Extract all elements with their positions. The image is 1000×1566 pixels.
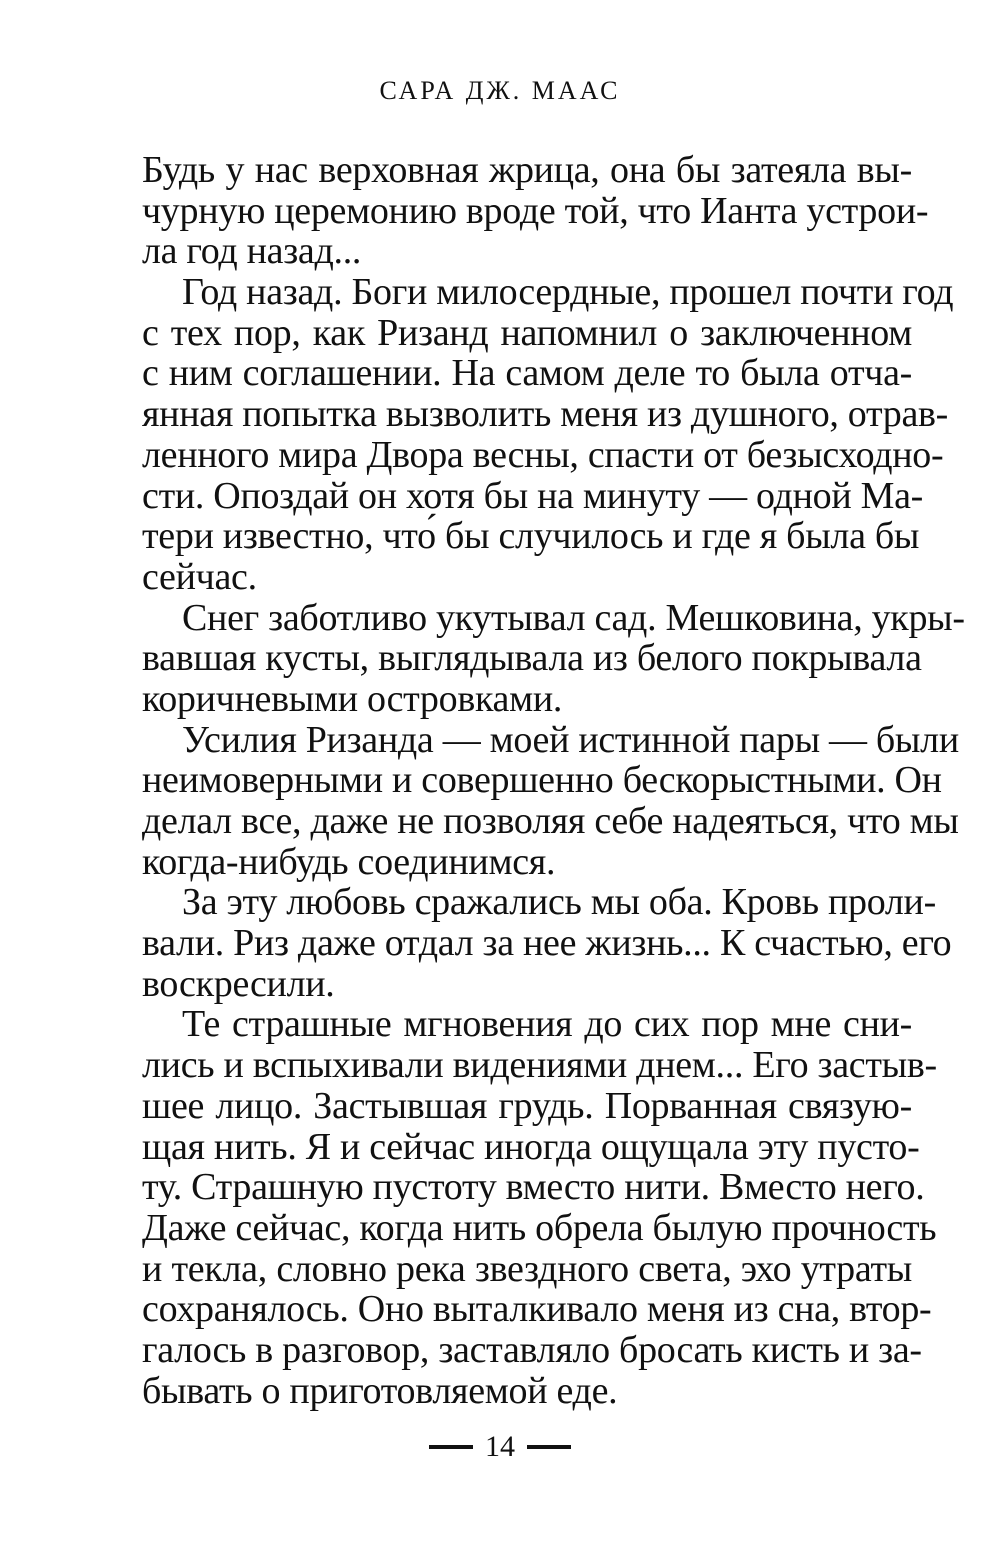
text-line: с тех пор, как Ризанд напомнил о заключенном <box>142 311 912 354</box>
text-line: галось в разговор, заставляло бросать кисть и за- <box>142 1328 922 1371</box>
text-line: Год назад. Боги милосердные, прошел почти год <box>182 271 954 314</box>
body-text <box>142 149 965 1412</box>
text-line: воскресили. <box>142 962 335 1005</box>
text-line: шее лицо. Застывшая грудь. Порванная связую- <box>142 1084 912 1127</box>
text-line: Те страшные мгновения до сих пор мне сни- <box>182 1003 912 1046</box>
text-line: ленного мира Двора весны, спасти от безысходно- <box>142 433 944 476</box>
text-line: Усилия Ризанда — моей истинной пары — были <box>182 718 959 761</box>
page-number-footer <box>0 1432 1000 1462</box>
text-line: и текла, словно река звездного света, эхо утраты <box>142 1247 912 1290</box>
text-line: с ним соглашении. На самом деле то была отча- <box>142 352 912 395</box>
text-line: Снег заботливо укутывал сад. Мешковина, укры- <box>182 596 965 639</box>
page-number: 14 <box>485 1430 515 1463</box>
folio-dash-right <box>527 1445 571 1449</box>
text-line: Будь у нас верховная жрица, она бы затеяла вы- <box>142 149 912 191</box>
text-line: Даже сейчас, когда нить обрела былую прочность <box>142 1206 937 1249</box>
text-line: сти. Опоздай он хотя бы на минуту — одной Ма- <box>142 474 924 517</box>
text-line: вали. Риз даже отдал за нее жизнь... К счастью, его <box>142 922 952 965</box>
running-head: САРА ДЖ. МААС <box>379 76 621 105</box>
text-line: когда-нибудь соединимся. <box>142 840 556 883</box>
text-line: ла год назад... <box>142 230 362 273</box>
text-line: неимоверными и совершенно бескорыстными. Он <box>142 759 942 802</box>
text-line: щая нить. Я и сейчас иногда ощущала эту пусто- <box>142 1125 920 1168</box>
text-line: сейчас. <box>142 555 257 598</box>
text-line: ту. Страшную пустоту вместо нити. Вместо него. <box>142 1166 925 1209</box>
text-line: чурную церемонию вроде той, что Ианта устрои- <box>142 189 929 232</box>
text-line: лись и вспыхивали видениями днем... Его застыв- <box>142 1044 937 1087</box>
folio-dash-left <box>429 1445 473 1449</box>
text-line: За эту любовь сражались мы оба. Кровь проли- <box>182 881 936 924</box>
text-line: коричневыми островками. <box>142 677 563 720</box>
text-line: бывать о приготовляемой еде. <box>142 1369 618 1412</box>
text-line: тери известно, что́ бы случилось и где я была бы <box>142 515 920 558</box>
text-line: янная попытка вызволить меня из душного, отрав- <box>142 393 949 436</box>
text-line: делал все, даже не позволяя себе надеяться, что мы <box>142 800 959 842</box>
text-line: сохранялось. Оно выталкивало меня из сна, втор- <box>142 1288 932 1331</box>
text-line: вавшая кусты, выглядывала из белого покрывала <box>142 637 922 680</box>
